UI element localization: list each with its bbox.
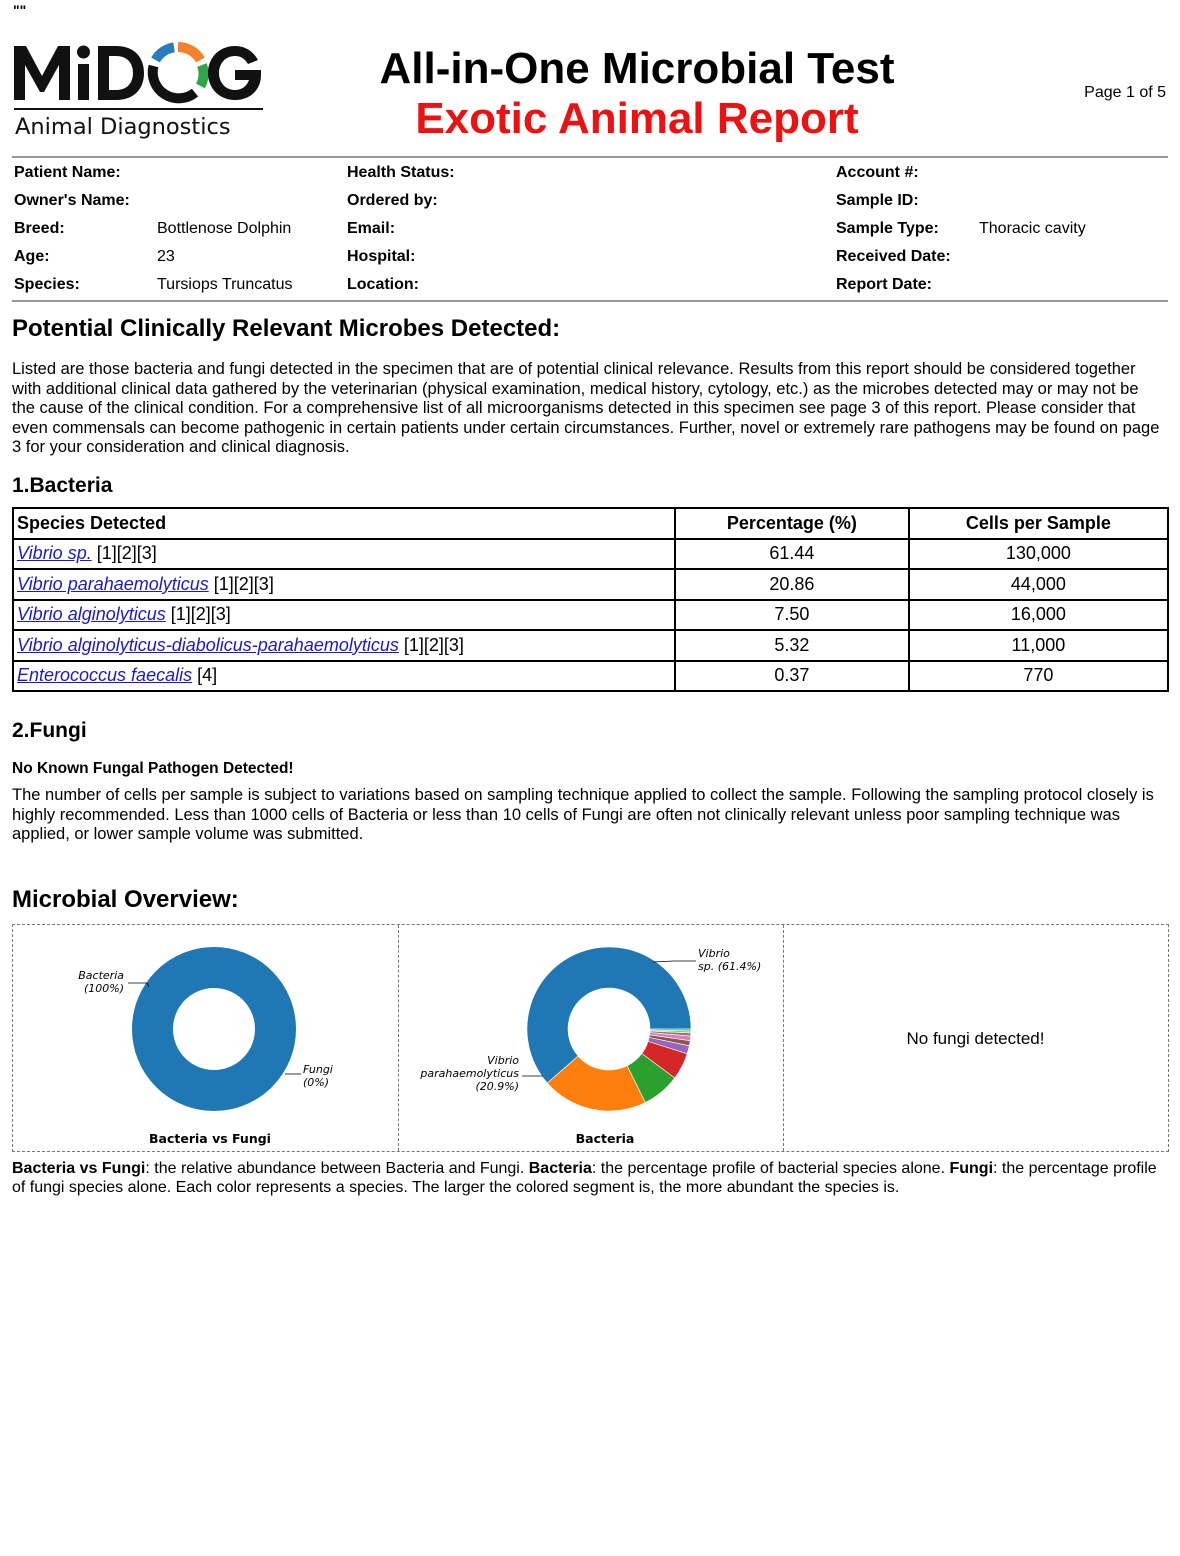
overview-panels [12, 924, 1169, 1152]
age-label: Age: [14, 248, 50, 265]
bacteria-table [12, 507, 1169, 692]
cells-cell: 130,000 [909, 539, 1168, 570]
no-fungal-pathogen-title: No Known Fungal Pathogen Detected! [12, 760, 294, 777]
caption-bacteria-vs-fungi: Bacteria vs Fungi [12, 1160, 146, 1177]
info-row-4 [12, 248, 1168, 276]
percent-cell: 7.50 [675, 600, 909, 631]
fungi-panel [783, 925, 1168, 1151]
chart-title: Bacteria [575, 1131, 635, 1146]
logo-subtitle: Animal Diagnostics [15, 114, 231, 140]
report-date-label: Report Date: [836, 276, 933, 293]
table-row [13, 661, 1168, 692]
sample-id-label: Sample ID: [836, 192, 919, 209]
col-species: Species Detected [13, 508, 675, 539]
hospital-label: Hospital: [347, 248, 416, 265]
slice-label: Vibrio [698, 947, 730, 960]
page-number: Page 1 of 5 [1084, 84, 1166, 101]
slice-label: parahaemolyticus [420, 1067, 519, 1080]
percent-cell: 61.44 [675, 539, 909, 570]
info-row-2 [12, 192, 1168, 220]
age-value: 23 [157, 248, 175, 265]
cells-cell: 770 [909, 661, 1168, 692]
species-refs: [1][2][3] [208, 573, 274, 594]
percent-cell: 0.37 [675, 661, 909, 692]
table-row [13, 600, 1168, 631]
caption-bacteria: Bacteria [528, 1160, 592, 1177]
breed-label: Breed: [14, 220, 65, 237]
caption-fungi: Fungi [949, 1160, 994, 1177]
slice-label: sp. (61.4%) [698, 960, 762, 973]
potential-microbes-text: Listed are those bacteria and fungi detected in the specimen that are of potential clinical relevance. Results from this report should be considered together with additional clinical data gathered by the veterinarian (physical examination, medical history, cytology, etc.) as the microbes detected may or may not be the cause of the clinical condition. For a comprehensive list of all microorganisms detected in this specimen see page 3 of this report. Please consider that even commensals can become pathogenic in certain patients under certain circumstances. Further, novel or extremely rare pathogens may be found on page 3 for your consideration and clinical diagnosis. [12, 360, 1160, 457]
col-cells: Cells per Sample [909, 508, 1168, 539]
table-row [13, 630, 1168, 661]
account-label: Account #: [836, 164, 919, 181]
bacteria-panel [398, 925, 784, 1151]
species-link[interactable]: Vibrio parahaemolyticus [17, 573, 209, 594]
midog-logo [12, 40, 268, 145]
species-link[interactable]: Vibrio alginolyticus [17, 604, 166, 625]
species-link[interactable]: Vibrio sp. [17, 543, 92, 564]
bacteria-table-header [13, 508, 1168, 539]
table-row [13, 569, 1168, 600]
no-fungi-message: No fungi detected! [906, 1029, 1045, 1048]
species-label: Species: [14, 276, 80, 293]
microbial-overview-heading: Microbial Overview: [12, 886, 239, 913]
fungi-text: The number of cells per sample is subject to variations based on sampling technique applied to collect the sample. Following the sampling protocol closely is highly recommended. Less than 1000 cells of Bacteria or less than 10 cells of Fungi are often not clinically relevant unless poor sampling technique was applied, or lower sample volume was submitted. [12, 786, 1154, 844]
table-row [13, 539, 1168, 570]
info-row-3 [12, 220, 1168, 248]
species-refs: [1][2][3] [398, 634, 464, 655]
species-value: Tursiops Truncatus [157, 276, 293, 293]
email-label: Email: [347, 220, 396, 237]
cells-cell: 11,000 [909, 630, 1168, 661]
received-date-label: Received Date: [836, 248, 951, 265]
species-refs: [4] [192, 665, 218, 686]
slice-label: Bacteria [78, 969, 124, 982]
bacteria-vs-fungi-panel [13, 925, 399, 1151]
patient-name-label: Patient Name: [14, 164, 121, 181]
health-status-label: Health Status: [347, 164, 455, 181]
percent-cell: 5.32 [675, 630, 909, 661]
sample-type-value: Thoracic cavity [979, 220, 1086, 237]
patient-info-table [12, 156, 1168, 302]
sample-type-label: Sample Type: [836, 220, 939, 237]
bacteria-vs-fungi-chart [13, 925, 398, 1151]
potential-microbes-heading: Potential Clinically Relevant Microbes Detected: [12, 315, 561, 342]
species-link[interactable]: Enterococcus faecalis [17, 665, 193, 686]
overview-caption [12, 1160, 1168, 1197]
fungi-heading: 2.Fungi [12, 719, 87, 742]
pie-slice [153, 968, 276, 1091]
info-row-1 [12, 164, 1168, 192]
breed-value: Bottlenose Dolphin [157, 220, 292, 237]
species-refs: [1][2][3] [165, 604, 231, 625]
location-label: Location: [347, 276, 419, 293]
percent-cell: 20.86 [675, 569, 909, 600]
logo-graphic [12, 40, 268, 145]
report-title: All-in-One Microbial Test [379, 44, 895, 93]
species-link[interactable]: Vibrio alginolyticus-diabolicus-parahaemolyticus [17, 634, 399, 655]
slice-label: Fungi [303, 1063, 333, 1076]
cells-cell: 16,000 [909, 600, 1168, 631]
label-leader-line [653, 961, 696, 962]
slice-label: Vibrio [487, 1054, 519, 1067]
caption-text-3: : the percentage profile of fungi species alone. Each color represents a species. The larger the colored segment is, the more abundant the species is. [12, 1160, 1157, 1196]
cells-cell: 44,000 [909, 569, 1168, 600]
info-row-5 [12, 276, 1168, 304]
top-quote-mark: "" [13, 2, 27, 18]
bacteria-chart [398, 925, 783, 1151]
species-refs: [1][2][3] [91, 543, 157, 564]
caption-text-2: : the percentage profile of bacterial species alone. [591, 1160, 950, 1177]
caption-text-1: : the relative abundance between Bacteria and Fungi. [145, 1160, 529, 1177]
slice-label: (0%) [303, 1076, 330, 1089]
bacteria-heading: 1.Bacteria [12, 474, 113, 497]
ordered-by-label: Ordered by: [347, 192, 438, 209]
slice-label: (20.9%) [475, 1080, 519, 1093]
report-subtitle: Exotic Animal Report [415, 94, 859, 143]
col-percentage: Percentage (%) [675, 508, 909, 539]
chart-title: Bacteria vs Fungi [149, 1131, 271, 1146]
slice-label: (100%) [83, 982, 124, 995]
owner-name-label: Owner's Name: [14, 192, 130, 209]
